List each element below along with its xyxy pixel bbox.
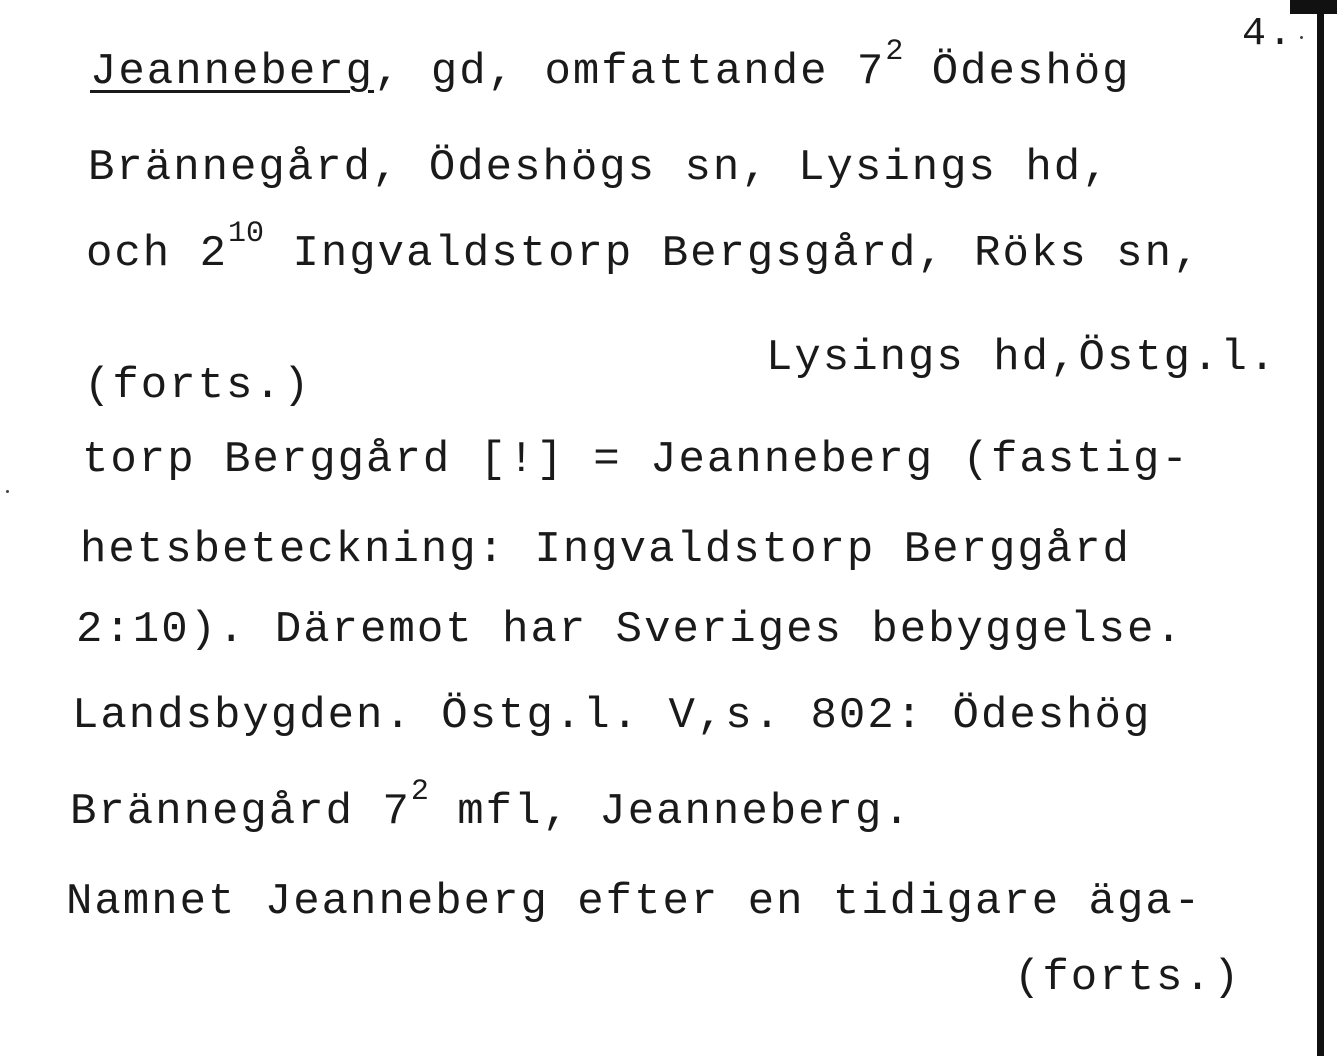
line-10-text-a: Brännegård 7 xyxy=(70,787,411,837)
scan-speck xyxy=(6,490,9,493)
forts-label-top: (forts.) xyxy=(84,361,312,411)
text-line-4: Lysings hd,Östg.l. xyxy=(766,333,1278,383)
card-top-edge-mark xyxy=(1290,0,1337,14)
text-line-10 xyxy=(70,775,912,837)
text-line-2: Brännegård, Ödeshögs sn, Lysings hd, xyxy=(88,143,1111,193)
line-3-text-a: och 2 xyxy=(86,229,229,279)
card-right-edge xyxy=(1317,0,1324,1056)
scan-speck xyxy=(1300,36,1303,39)
line-3-text-b: Ingvaldstorp Bergsgård, Röks sn, xyxy=(264,229,1202,279)
forts-label-bottom: (forts.) xyxy=(1014,953,1242,1003)
text-line-7: hetsbeteckning: Ingvaldstorp Berggård xyxy=(80,525,1131,575)
line-1-superscript: 2 xyxy=(885,35,904,69)
line-3-superscript: 10 xyxy=(228,217,265,251)
line-1-text-b: Ödeshög xyxy=(903,47,1131,97)
text-line-6: torp Berggård [!] = Jeanneberg (fastig- xyxy=(82,435,1190,485)
text-line-3 xyxy=(86,217,1202,279)
line-1-text-a: , gd, omfattande 7 xyxy=(374,47,886,97)
line-10-superscript: 2 xyxy=(410,775,429,809)
headword: Jeanneberg xyxy=(90,47,375,97)
text-line-11: Namnet Jeanneberg efter en tidigare äga- xyxy=(66,877,1203,927)
card-number: 4. xyxy=(1242,12,1295,57)
text-line-8: 2:10). Däremot har Sveriges bebyggelse. xyxy=(76,605,1184,655)
text-line-1 xyxy=(90,35,1131,97)
line-10-text-b: mfl, Jeanneberg. xyxy=(428,787,912,837)
text-line-9: Landsbygden. Östg.l. V,s. 802: Ödeshög xyxy=(72,691,1152,741)
